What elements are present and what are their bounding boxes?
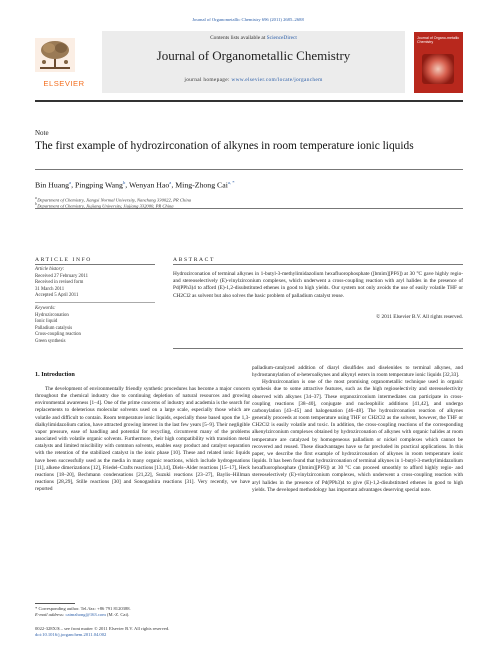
body-paragraph: palladium-catalyzed addition of diaryl disulfides and diselenides to terminal alkynes, and hydrostannylation of α-heteroalkynes and alkynyl esters in room temperature ionic liquids [32,33]. [252,365,463,379]
email-label: E-mail address: [35,612,66,618]
keywords-label: Keywords: [35,306,56,311]
author-name[interactable]: Wenyan Hao [129,180,170,190]
elsevier-tree-icon [35,38,75,72]
affiliation-text: Department of Chemistry, Jiujiang University, Jiujiang 332000, PR China [37,203,174,209]
article-info-heading: ARTICLE INFO [35,257,92,263]
affiliation-text: Department of Chemistry, Jiangxi Normal University, Nanchang 330022, PR China [37,197,192,203]
history-item: 31 March 2011 [35,286,65,292]
right-column [250,365,463,494]
section-title: 1. Introduction [35,371,75,378]
abstract-text: Hydrozirconation of terminal alkynes in 1-butyl-3-methylimidazolium hexafluorophosphate ([bmim][PF6]) at 30 °C gave highly regio- and stereoselectively (E)-vinylzirconium complexes, which underwent a cross-coupling reaction with aryl halides in the presence of Pd(PPh3)4 to afford (E)-1,2-disubstituted ethenes in good to high yields. Our system not only avoids the use of easily volatile THF or CH2Cl2 as solvent but also solves the basic problem of palladium catalyst reuse. [173,271,463,299]
keyword: Palladium catalysis [35,325,73,331]
keyword: Cross-coupling reaction [35,332,81,338]
author-affil-marker[interactable]: a [69,180,72,185]
keyword: Ionic liquid [35,319,58,325]
author-affil-marker[interactable]: a [169,180,172,185]
author-name[interactable]: Pingping Wang [74,180,123,190]
doi-link[interactable]: doi:10.1016/j.jorganchem.2011.04.002 [35,632,107,638]
contents-line [102,35,405,41]
abstract-copyright: © 2011 Elsevier B.V. All rights reserved. [376,314,463,320]
sciencedirect-link[interactable]: ScienceDirect [266,35,297,41]
homepage-prefix: journal homepage: [184,77,232,83]
journal-cover-thumbnail[interactable] [414,32,463,93]
history-item: Accepted 5 April 2011 [35,293,79,299]
elsevier-wordmark: ELSEVIER [43,79,85,88]
affiliation-marker: b [35,202,37,206]
author-affil-marker[interactable]: a, * [227,180,235,185]
elsevier-logo[interactable] [35,36,93,90]
body-paragraph: The development of environmentally friendly synthetic procedures has become a major concern throughout the chemical industry due to continuing depletion of natural resources and growing environmental awareness [1–4]. One of the prime concerns of industry and academia is the search for replacements to deleterious molecular solvents used on a large scale, especially those which are volatile and difficult to contain. Room temperature ionic liquids, especially those based upon the 1,3-dialkylimidazolium cation, have attracted growing interest in the last few years [5–9]. Their negligible vapor pressure, ease of handling and potential for recycling, circumvent many of the problems associated with volatile organic solvents. Furthermore, their high compatibility with transition metal catalysts and limited miscibility with common solvents, enables easy product and catalyst separation with the retention of the stabilized catalyst in the ionic phase [10]. These and related ionic liquids have been successfully used as the media in many organic reactions, which include hydrogenations [11], alkene dimerizations [12], Friedel–Crafts reactions [13,14], Diels–Alder reactions [15–17], Heck reactions [18–20], Bechmann condensations [21,22], Suzuki reactions [23–27], Baylis–Hillman reactions [28,29], Stille reactions [30] and Sonogashira reactions [31]. Very recently, we have reported [35,386,250,493]
abstract-rule [173,264,463,265]
history-label: Article history: [35,267,65,272]
email-line [35,612,250,618]
email-suffix: (M.-Z. Cai). [105,612,130,618]
keywords-rule [35,302,155,303]
corresponding-author: * Corresponding author. Tel./fax: +86 791 8120388. [35,606,131,611]
email-link[interactable]: caimzhong@163.com [65,612,106,618]
abstract-heading: ABSTRACT [173,257,216,263]
keywords-list [35,306,155,346]
homepage-link[interactable]: www.elsevier.com/locate/jorganchem [231,77,323,83]
article-type: Note [35,129,49,137]
author-list: Bin Huang$^a$, Pingping Wang$^b$, Wenyan Hao$^a$, Ming-Zhong Cai$^{a, *}$ [35,180,235,190]
history-item: Received in revised form [35,280,84,286]
author-affil-marker[interactable]: b [122,180,126,185]
journal-title: Journal of Organometallic Chemistry [156,48,351,63]
header-rule [35,100,463,102]
author-name[interactable]: Bin Huang [35,180,70,190]
history-item: Received 27 February 2011 [35,273,88,279]
footnote-rule [35,603,75,604]
cover-art-image [422,54,454,84]
journal-homepage [102,77,405,83]
affiliation [35,202,174,209]
body-paragraph: Hydrozirconation is one of the most promising organometallic technique used in organic synthesis due to some attractive features, such as the high regioselectivity and stereoselectivity observed with alkynes [34–37]. These organozirconium intermediates can participate in cross-coupling reactions [38–40], conjugate and nucleophilic additions [41,42], and undergo carbonylation [43–45] and halogenation [46–48]. The hydrozirconation reaction of alkynes generally proceeds at room temperature using THF or CH2Cl2 as the solvent, however, the THF or CH2Cl2 is easily volatile and toxic. In addition, the cross-coupling reactions of the corresponding alkenylzirconium complexes obtained by hydrozirconation of alkynes with organic halides at room temperature are catalyzed by homogeneous palladium or nickel complexes which cannot be recovered and reused. These disadvantages have so far precluded its practical applications. In this paper, we describe the first example of hydrozirconation of alkynes in room temperature ionic liquids. It has been found that hydrozirconation of terminal alkynes in 1-butyl-3-methylimidazolium hexafluorophosphate ([bmim][PF6]) at 30 °C can proceed smoothly to afford highly regio- and stereoselectively (E)-vinylzirconium complexes, which underwent a cross-coupling reaction with aryl halides in the presence of Pd(PPh3)4 to give (E)-1,2-disubstituted ethenes in good to high yields. The developed methodology has important advantages deserving special note. [252,379,463,493]
abstract-bottom-rule [173,348,463,349]
contents-prefix: Contents lists available at [210,35,267,41]
issn-line: 0022-328X/$ – see front matter © 2011 Elsevier B.V. All rights reserved. [35,626,170,631]
author-name[interactable]: Ming-Zhong Cai [175,180,228,190]
article-history [35,267,155,300]
left-column [35,386,250,493]
journal-citation[interactable]: Journal of Organometallic Chemistry 696 (2011) 2685–2688 [192,17,304,22]
cover-title: Journal of Organo-metallic Chemistry [417,36,460,44]
affiliation-marker: a [35,196,37,200]
keyword: Hydrozirconation [35,312,69,318]
article-info-rule [35,264,155,265]
title-rule [35,169,463,170]
issn-block [35,626,295,638]
keyword: Green synthesis [35,338,66,344]
article-title: The first example of hydrozirconation of alkynes in room temperature ionic liquids [35,140,414,152]
corresponding-author-footnote [35,606,250,618]
